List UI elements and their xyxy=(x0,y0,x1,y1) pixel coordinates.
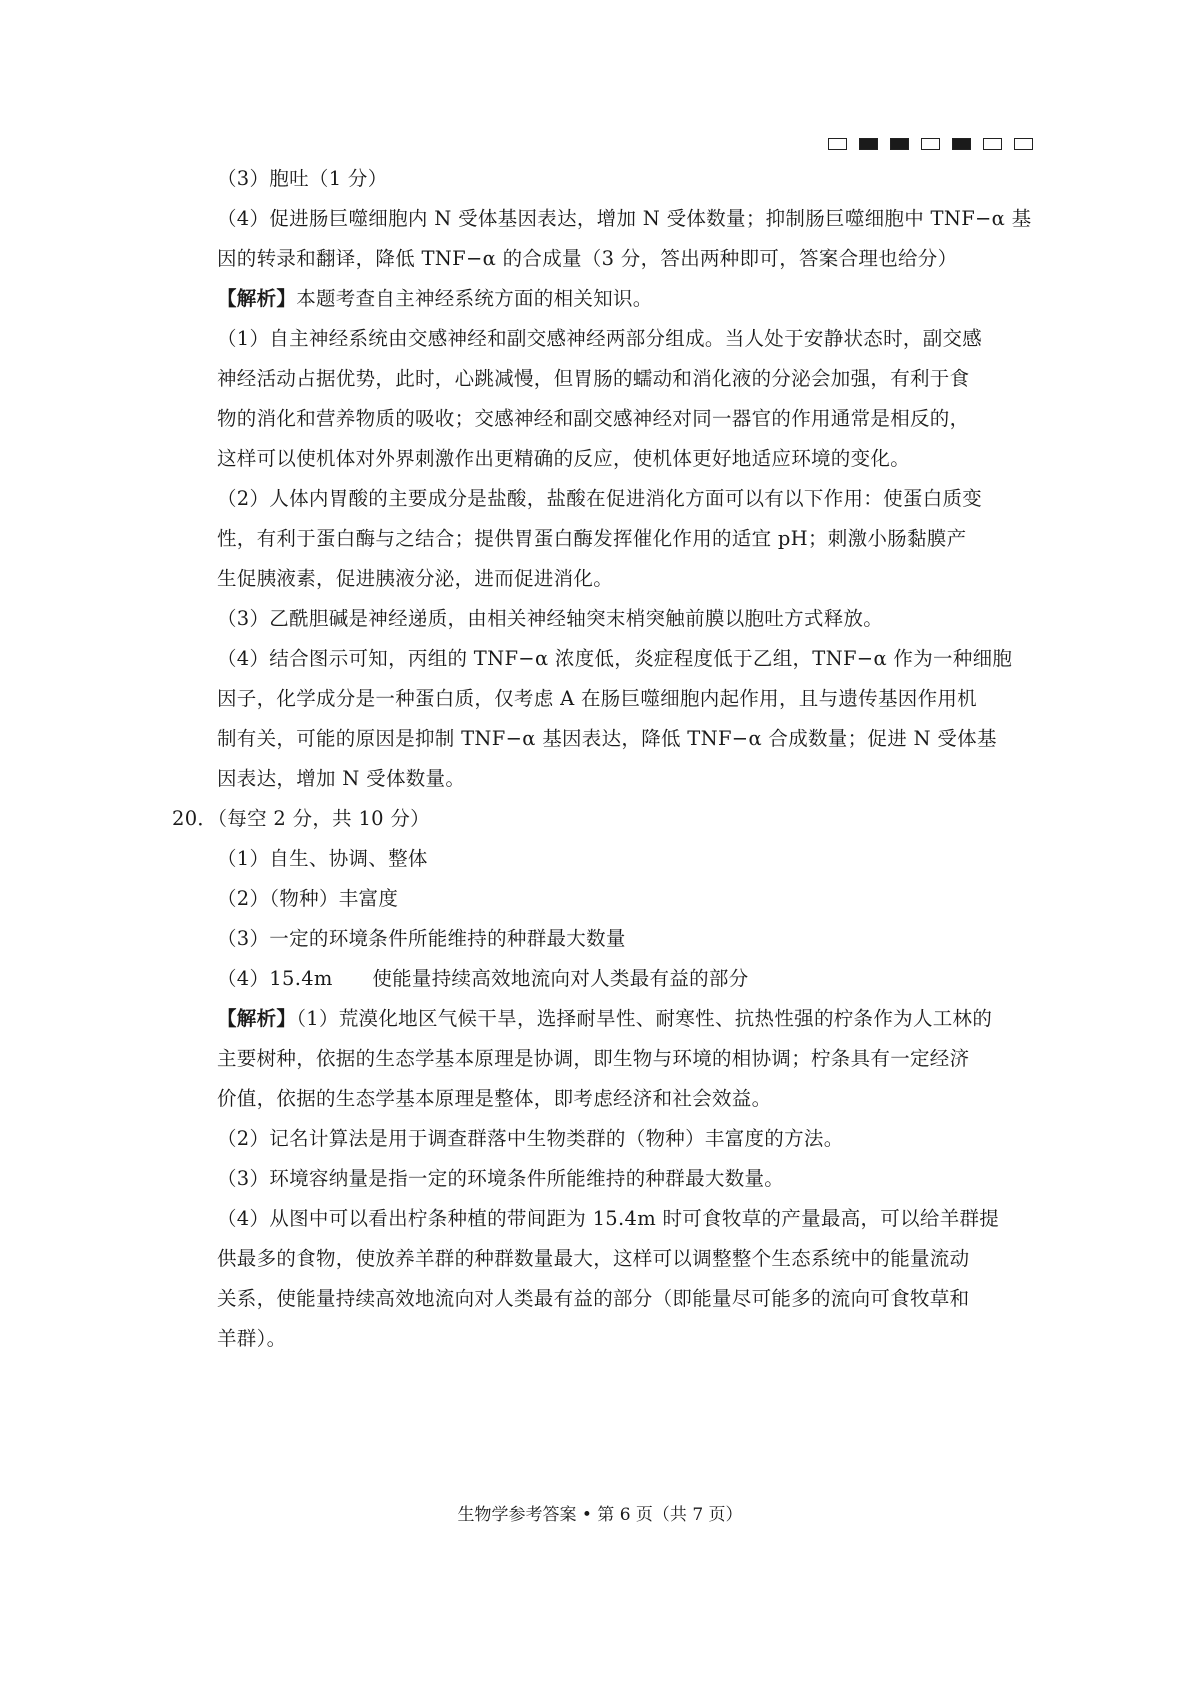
analysis-20-4-line4: 羊群）。 xyxy=(217,1327,287,1350)
analysis-19-intro xyxy=(217,285,653,313)
analysis-20-1-line3: 价值，依据的生态学基本原理是整体，即考虑经济和社会效益。 xyxy=(217,1087,772,1110)
analysis-20-3: （3）环境容纳量是指一定的环境条件所能维持的种群最大数量。 xyxy=(217,1167,785,1190)
analysis-label: 【解析】 xyxy=(217,1007,297,1030)
answer-19-4-line1: （4）促进肠巨噬细胞内 N 受体基因表达，增加 N 受体数量；抑制肠巨噬细胞中 TNF−α 基 xyxy=(217,207,1032,230)
analysis-20-4-line1: （4）从图中可以看出柠条种植的带间距为 15.4m 时可食牧草的产量最高，可以给羊群提 xyxy=(217,1207,1000,1230)
answer-20-1: （1）自生、协调、整体 xyxy=(217,847,428,870)
marker-square xyxy=(890,138,909,150)
analysis-19-1-line3: 物的消化和营养物质的吸收；交感神经和副交感神经对同一器官的作用通常是相反的， xyxy=(217,407,970,430)
analysis-label: 【解析】 xyxy=(217,287,297,310)
analysis-20-4-line3: 关系，使能量持续高效地流向对人类最有益的部分（即能量尽可能多的流向可食牧草和 xyxy=(217,1287,970,1310)
analysis-20-2: （2）记名计算法是用于调查群落中生物类群的（物种）丰富度的方法。 xyxy=(217,1127,844,1150)
analysis-19-4-line2: 因子，化学成分是一种蛋白质，仅考虑 A 在肠巨噬细胞内起作用，且与遗传基因作用机 xyxy=(217,687,977,710)
marker-square xyxy=(828,138,847,150)
marker-square xyxy=(921,138,940,150)
answer-20-4: （4）15.4m 使能量持续高效地流向对人类最有益的部分 xyxy=(217,967,749,990)
marker-square xyxy=(983,138,1002,150)
answer-19-3: （3）胞吐（1 分） xyxy=(217,167,388,190)
analysis-19-4-line3: 制有关，可能的原因是抑制 TNF−α 基因表达，降低 TNF−α 合成数量；促进 N 受体基 xyxy=(217,727,997,750)
page-footer: 生物学参考答案 • 第 6 页（共 7 页） xyxy=(457,1505,743,1525)
analysis-19-1-line1: （1）自主神经系统由交感神经和副交感神经两部分组成。当人处于安静状态时，副交感 xyxy=(217,327,983,350)
analysis-20-4-line2: 供最多的食物，使放养羊群的种群数量最大，这样可以调整整个生态系统中的能量流动 xyxy=(217,1247,970,1270)
analysis-19-1-line2: 神经活动占据优势，此时，心跳减慢，但胃肠的蠕动和消化液的分泌会加强，有利于食 xyxy=(217,367,970,390)
marker-square xyxy=(859,138,878,150)
analysis-20-1-line2: 主要树种，依据的生态学基本原理是协调，即生物与环境的相协调；柠条具有一定经济 xyxy=(217,1047,970,1070)
analysis-text: 本题考查自主神经系统方面的相关知识。 xyxy=(296,287,653,310)
answer-20-2: （2）（物种）丰富度 xyxy=(217,887,399,910)
analysis-19-3: （3）乙酰胆碱是神经递质，由相关神经轴突末梢突触前膜以胞吐方式释放。 xyxy=(217,607,884,630)
page-marker xyxy=(828,138,1033,150)
analysis-text: （1）荒漠化地区气候干旱，选择耐旱性、耐寒性、抗热性强的柠条作为人工林的 xyxy=(296,1007,993,1030)
analysis-20-1-line1 xyxy=(217,1005,992,1033)
marker-square xyxy=(952,138,971,150)
question-20-header: 20．（每空 2 分，共 10 分） xyxy=(172,807,430,830)
answer-19-4-line2: 因的转录和翻译，降低 TNF−α 的合成量（3 分，答出两种即可，答案合理也给分） xyxy=(217,247,958,270)
analysis-19-4-line1: （4）结合图示可知，丙组的 TNF−α 浓度低，炎症程度低于乙组，TNF−α 作为一种细胞 xyxy=(217,647,1013,670)
marker-square xyxy=(1014,138,1033,150)
analysis-19-2-line3: 生促胰液素，促进胰液分泌，进而促进消化。 xyxy=(217,567,614,590)
analysis-19-2-line1: （2）人体内胃酸的主要成分是盐酸，盐酸在促进消化方面可以有以下作用：使蛋白质变 xyxy=(217,487,983,510)
analysis-19-2-line2: 性，有利于蛋白酶与之结合；提供胃蛋白酶发挥催化作用的适宜 pH；刺激小肠黏膜产 xyxy=(217,527,967,550)
answer-20-3: （3）一定的环境条件所能维持的种群最大数量 xyxy=(217,927,626,950)
analysis-19-4-line4: 因表达，增加 N 受体数量。 xyxy=(217,767,466,790)
analysis-19-1-line4: 这样可以使机体对外界刺激作出更精确的反应，使机体更好地适应环境的变化。 xyxy=(217,447,911,470)
